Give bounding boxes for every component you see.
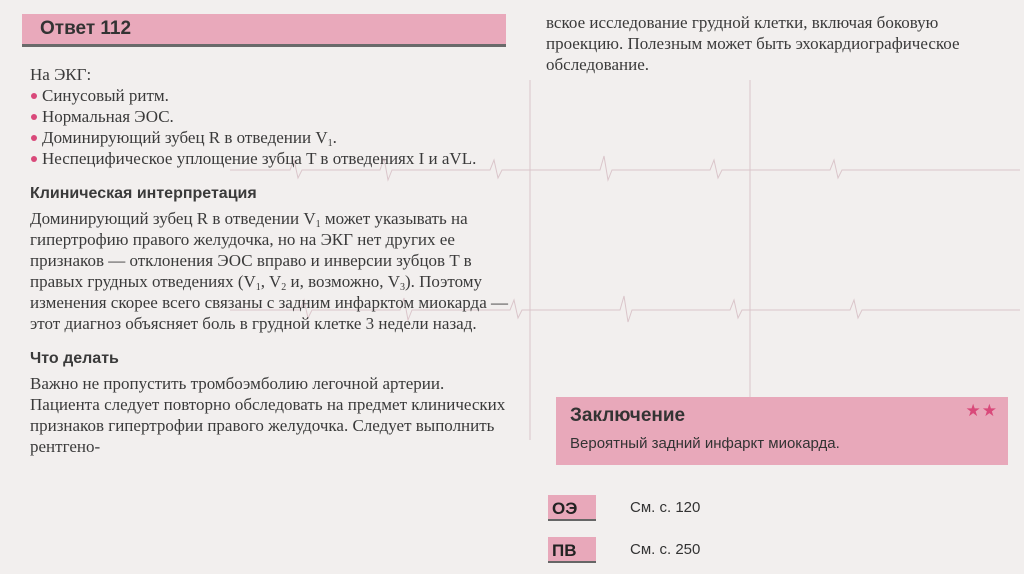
finding-item: Неспецифическое уплощение зубца T в отведениях I и aVL. <box>30 148 510 169</box>
conclusion-title: Заключение <box>570 405 686 426</box>
reference-tag: ПВ <box>548 537 596 563</box>
finding-item: Доминирующий зубец R в отведении $V_1$. <box>30 127 510 148</box>
ecg-findings-list <box>30 85 510 169</box>
answer-title: Ответ 112 <box>40 18 132 39</box>
interpretation-heading: Клиническая интерпретация <box>30 185 257 202</box>
answer-header <box>22 14 506 47</box>
difficulty-stars-icon: ★★ <box>965 401 998 421</box>
left-column <box>30 64 510 457</box>
finding-item: Нормальная ЭОС. <box>30 106 510 127</box>
reference-link[interactable]: См. с. 120 <box>630 499 701 516</box>
conclusion-box <box>556 397 1008 465</box>
finding-item: Синусовый ритм. <box>30 85 510 106</box>
reference-tag: ОЭ <box>548 495 596 521</box>
reference-link[interactable]: См. с. 250 <box>630 541 701 558</box>
right-column-continuation: вское исследование грудной клетки, включая боковую проекцию. Полезным может быть эхокардиографическое обследование. <box>546 13 960 74</box>
what-to-do-heading: Что делать <box>30 350 119 367</box>
conclusion-text: Вероятный задний инфаркт миокарда. <box>570 435 840 452</box>
ecg-intro: На ЭКГ: <box>30 65 92 84</box>
interpretation-text: Доминирующий зубец R в отведении $V_1$ может указывать на гипертрофию правого желудочка, но на ЭКГ нет других ее признаков — отклонения ЭОС вправо и инверсии зубцов T в правых грудных отведениях ($V_1$, $V_2$ и, возможно, $V_3$). Поэтому изменения скорее всего связаны с задним инфарктом миокарда — этот диагноз объясняет боль в грудной клетке 3 недели назад. <box>30 209 509 333</box>
what-to-do-text-start: Важно не пропустить тромбоэмболию легочной артерии. Пациента следует повторно обследовать на предмет клинических признаков гипертрофии правого желудочка. Следует выполнить рентгено- <box>30 374 506 456</box>
